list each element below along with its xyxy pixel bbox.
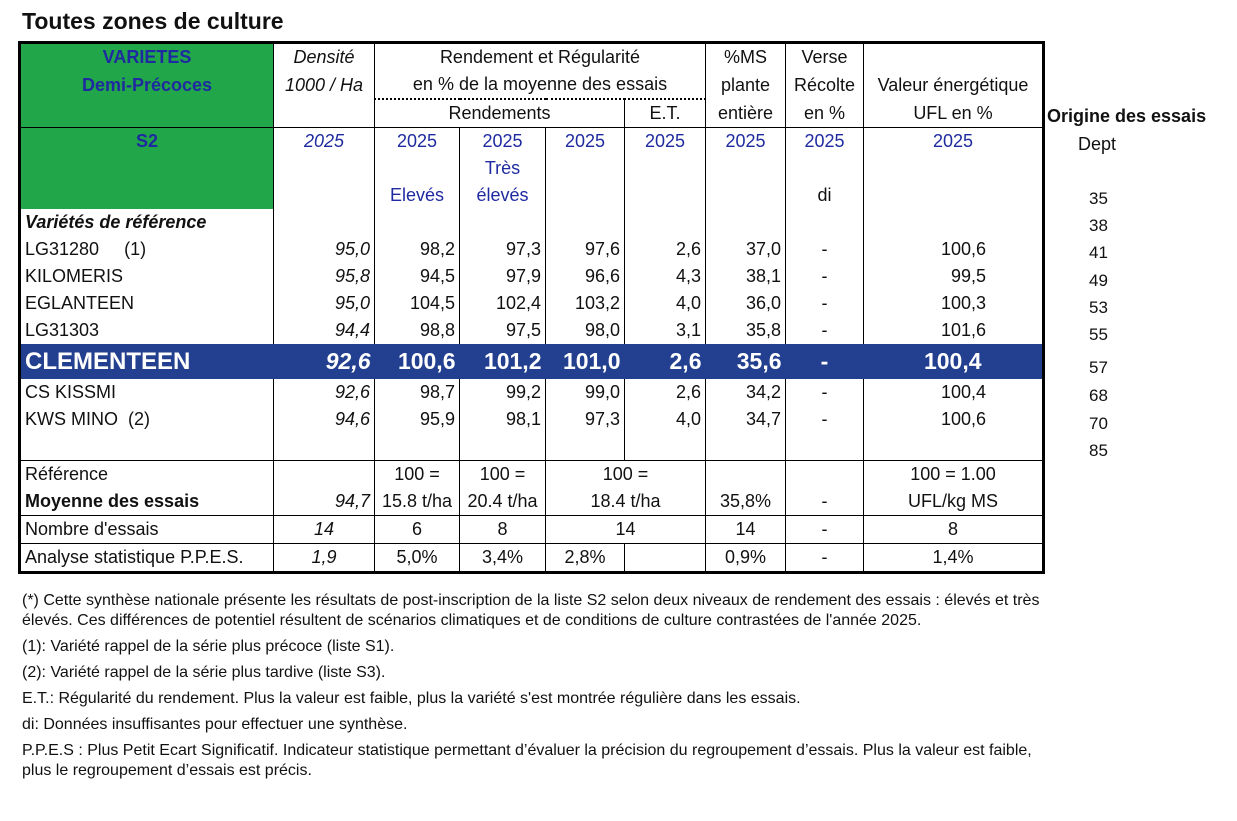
ms-cell: 35,6 <box>706 344 786 379</box>
densite-header: Densité <box>274 43 375 72</box>
r2-cell: 98,1 <box>460 406 546 433</box>
verse-cell: - <box>786 290 864 317</box>
r1-cell: 104,5 <box>375 290 460 317</box>
dept-item: 55 <box>1089 325 1108 344</box>
r2-cell: 97,9 <box>460 263 546 290</box>
rendement-subheader: en % de la moyenne des essais <box>375 71 706 99</box>
tres-label: Très <box>460 155 546 182</box>
nb-r2: 8 <box>460 516 546 544</box>
page-title: Toutes zones de culture <box>22 8 284 34</box>
stat-verse: - <box>786 544 864 573</box>
year-cell: 2025 <box>864 128 1044 156</box>
dept-item: 53 <box>1089 298 1108 317</box>
moy-verse: - <box>786 488 864 516</box>
verse-cell: - <box>786 317 864 344</box>
ms-cell: 34,7 <box>706 406 786 433</box>
ref-r1: 100 = <box>375 461 460 489</box>
et-cell: 2,6 <box>625 379 706 406</box>
densite-cell: 94,6 <box>274 406 375 433</box>
variety-name: KILOMERIS <box>25 266 124 286</box>
note-ppes: P.P.E.S : Plus Petit Ecart Significatif. Indicateur statistique permettant d’évaluer la précision du regroupement d’essais. Plus la valeur est faible, plus le regroupement d’essais est précis. <box>22 742 1032 779</box>
et-label: E.T. <box>625 99 706 128</box>
verse-cell: - <box>786 236 864 263</box>
year-row <box>20 128 1044 156</box>
table-row <box>20 317 1044 344</box>
variety-name: LG31303 <box>25 320 100 340</box>
et-cell: 3,1 <box>625 317 706 344</box>
nb-verse: - <box>786 516 864 544</box>
r2-cell: 97,3 <box>460 236 546 263</box>
moy-r1: 15.8 t/ha <box>375 488 460 516</box>
r1-cell: 95,9 <box>375 406 460 433</box>
table-row <box>20 379 1044 406</box>
et-cell: 2,6 <box>625 344 706 379</box>
densite-cell: 95,8 <box>274 263 375 290</box>
nb-ufl: 8 <box>864 516 1044 544</box>
et-cell: 4,0 <box>625 406 706 433</box>
r1-cell: 98,7 <box>375 379 460 406</box>
stat-densite: 1,9 <box>274 544 375 573</box>
verse-cell: - <box>786 379 864 406</box>
dept-item: 70 <box>1089 414 1108 433</box>
moy-ms: 35,8% <box>706 488 786 516</box>
ref-r2: 100 = <box>460 461 546 489</box>
r3-cell: 103,2 <box>546 290 625 317</box>
nb-ms: 14 <box>706 516 786 544</box>
spacer-row <box>20 433 1044 461</box>
stat-row <box>20 544 1044 573</box>
nb-essais-row <box>20 516 1044 544</box>
variety-name: KWS MINO (2) <box>25 409 150 429</box>
r1-cell: 100,6 <box>375 344 460 379</box>
stat-ms: 0,9% <box>706 544 786 573</box>
header-row-2 <box>20 71 1044 99</box>
ms-header: %MS <box>706 43 786 72</box>
origine-title: Origine des essais <box>1047 106 1207 126</box>
ref-ufl: 100 = 1.00 <box>864 461 1044 489</box>
et-cell: 4,3 <box>625 263 706 290</box>
precocite-label: Demi-Précoces <box>20 71 274 99</box>
note-synthese: (*) Cette synthèse nationale présente les résultats de post-inscription de la liste S2 selon deux niveaux de rendement des essais : élevés et très élevés. Ces différences de potentiel résultent de scénarios climatiques et de conditions de culture contrastées de l'année 2025. <box>22 592 1040 629</box>
variety-name: CS KISSMI <box>25 382 117 402</box>
liste-label: S2 <box>20 128 274 156</box>
dept-item: 38 <box>1089 216 1108 235</box>
nb-densite: 14 <box>274 516 375 544</box>
note-1: (1): Variété rappel de la série plus précoce (liste S1). <box>22 638 395 655</box>
verse-cell: - <box>786 344 864 379</box>
variety-name-highlight: CLEMENTEEN <box>20 344 274 379</box>
dept-item: 85 <box>1089 441 1108 460</box>
notes-block <box>22 591 1052 787</box>
ufl-cell: 99,5 <box>864 263 1044 290</box>
variety-name: EGLANTEEN <box>25 293 135 313</box>
densite-cell: 95,0 <box>274 236 375 263</box>
r3-cell: 99,0 <box>546 379 625 406</box>
ufl-cell: 100,3 <box>864 290 1044 317</box>
table-row <box>20 406 1044 433</box>
r3-cell: 97,3 <box>546 406 625 433</box>
densite-unit: 1000 / Ha <box>274 71 375 99</box>
reference-row <box>20 461 1044 489</box>
year-cell: 2025 <box>786 128 864 156</box>
r1-cell: 94,5 <box>375 263 460 290</box>
section-label: Variétés de référence <box>25 212 207 232</box>
ms-subheader-2: entière <box>706 99 786 128</box>
table-row <box>20 290 1044 317</box>
dept-label: Dept <box>1078 134 1117 154</box>
dept-item: 35 <box>1089 189 1108 208</box>
r1-cell: 98,2 <box>375 236 460 263</box>
ufl-cell: 100,6 <box>864 406 1044 433</box>
moy-ufl: UFL/kg MS <box>864 488 1044 516</box>
nb-essais-label: Nombre d'essais <box>20 516 274 544</box>
dept-item: 57 <box>1089 358 1108 377</box>
et-cell: 2,6 <box>625 236 706 263</box>
moyenne-row <box>20 488 1044 516</box>
r3-cell: 96,6 <box>546 263 625 290</box>
verse-subheader: Récolte <box>786 71 864 99</box>
stat-label: Analyse statistique P.P.E.S. <box>25 547 244 567</box>
ms-cell: 38,1 <box>706 263 786 290</box>
results-table <box>18 41 1045 574</box>
verse-cell: - <box>786 263 864 290</box>
varietes-header: VARIETES <box>20 43 274 72</box>
r2-cell: 102,4 <box>460 290 546 317</box>
year-cell: 2025 <box>546 128 625 156</box>
table-row <box>20 263 1044 290</box>
r3-cell: 101,0 <box>546 344 625 379</box>
header-row-1 <box>20 43 1044 72</box>
table-row <box>20 236 1044 263</box>
level-row-1 <box>20 155 1044 182</box>
stat-ufl: 1,4% <box>864 544 1044 573</box>
level-row-2 <box>20 182 1044 209</box>
r2-cell: 99,2 <box>460 379 546 406</box>
dept-item: 68 <box>1089 386 1108 405</box>
moy-r3: 18.4 t/ha <box>546 488 706 516</box>
stat-r3: 2,8% <box>546 544 625 573</box>
year-cell: 2025 <box>706 128 786 156</box>
year-cell: 2025 <box>625 128 706 156</box>
moy-r2: 20.4 t/ha <box>460 488 546 516</box>
year-cell: 2025 <box>460 128 546 156</box>
ufl-cell: 101,6 <box>864 317 1044 344</box>
verse-cell: - <box>786 406 864 433</box>
r2-cell: 97,5 <box>460 317 546 344</box>
ufl-cell: 100,6 <box>864 236 1044 263</box>
et-cell: 4,0 <box>625 290 706 317</box>
tres-eleves-label: élevés <box>460 182 546 209</box>
ufl-cell: 100,4 <box>864 379 1044 406</box>
rendement-header: Rendement et Régularité <box>375 43 706 72</box>
ufl-cell: 100,4 <box>864 344 1044 379</box>
moyenne-label: Moyenne des essais <box>20 488 274 516</box>
ms-cell: 34,2 <box>706 379 786 406</box>
r1-cell: 98,8 <box>375 317 460 344</box>
stat-r1: 5,0% <box>375 544 460 573</box>
densite-cell: 94,4 <box>274 317 375 344</box>
year-cell: 2025 <box>375 128 460 156</box>
note-2: (2): Variété rappel de la série plus tardive (liste S3). <box>22 664 386 681</box>
nb-r1: 6 <box>375 516 460 544</box>
ms-cell: 37,0 <box>706 236 786 263</box>
year-cell: 2025 <box>274 128 375 156</box>
r2-cell: 101,2 <box>460 344 546 379</box>
densite-cell: 92,6 <box>274 379 375 406</box>
nb-r3: 14 <box>546 516 706 544</box>
ms-cell: 36,0 <box>706 290 786 317</box>
verse-header: Verse <box>786 43 864 72</box>
densite-cell: 95,0 <box>274 290 375 317</box>
stat-r2: 3,4% <box>460 544 546 573</box>
variety-name: LG31280 (1) <box>25 239 147 259</box>
section-row <box>20 209 1044 236</box>
rendements-label: Rendements <box>375 99 625 128</box>
verse-subheader-2: en % <box>786 99 864 128</box>
highlighted-row <box>20 344 1044 379</box>
r3-cell: 97,6 <box>546 236 625 263</box>
ms-subheader: plante <box>706 71 786 99</box>
ref-r3: 100 = <box>546 461 706 489</box>
di-label: di <box>786 182 864 209</box>
valeur-header: Valeur énergétique <box>864 71 1044 99</box>
dept-item: 49 <box>1089 271 1108 290</box>
densite-cell: 92,6 <box>274 344 375 379</box>
dept-item: 41 <box>1089 243 1108 262</box>
header-row-3 <box>20 99 1044 128</box>
valeur-subheader: UFL en % <box>864 99 1044 128</box>
note-di: di: Données insuffisantes pour effectuer une synthèse. <box>22 716 408 733</box>
ms-cell: 35,8 <box>706 317 786 344</box>
eleves-label: Elevés <box>375 182 460 209</box>
r3-cell: 98,0 <box>546 317 625 344</box>
note-et: E.T.: Régularité du rendement. Plus la valeur est faible, plus la variété s'est montrée régulière dans les essais. <box>22 690 801 707</box>
moy-densite: 94,7 <box>274 488 375 516</box>
reference-label: Référence <box>20 461 274 489</box>
